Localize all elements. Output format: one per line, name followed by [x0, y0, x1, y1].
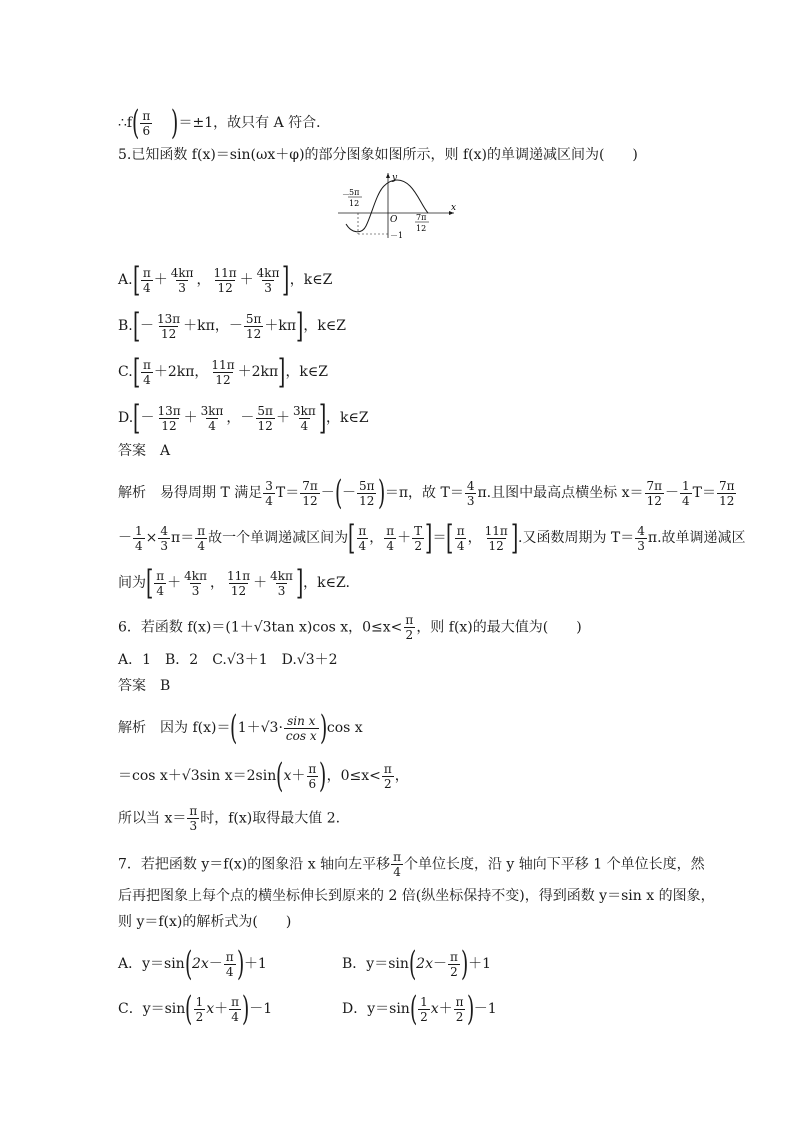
fraction [229, 995, 241, 1024]
num: 4 [466, 478, 475, 493]
op: ＋2kπ [153, 364, 195, 380]
op: ＋kπ [183, 318, 215, 334]
fraction [306, 762, 318, 791]
fraction [357, 479, 377, 508]
fraction [268, 569, 295, 598]
prev-conclusion [118, 103, 331, 143]
den: 12 [215, 372, 231, 387]
op: ＋ [275, 410, 290, 426]
text: ∴f [118, 115, 133, 131]
solution-5-line1 [118, 473, 738, 513]
num: π [197, 523, 206, 538]
num: 1 [195, 994, 204, 1009]
den: 2 [195, 1009, 204, 1024]
question-6 [118, 613, 582, 642]
bracket: ) [460, 944, 469, 984]
den: 6 [308, 776, 317, 791]
fraction [454, 995, 466, 1024]
den: 2 [405, 628, 414, 642]
text: 时，f(x)取得最大值 2. [200, 810, 341, 827]
text: 解析 因为 f(x)＝ [118, 720, 231, 736]
bracket: [ [132, 352, 140, 392]
fraction [212, 266, 239, 295]
fraction [158, 524, 170, 553]
fraction [187, 804, 199, 833]
left-num: 5π [349, 188, 360, 197]
text: T＝ [275, 485, 300, 501]
bracket: ] [282, 260, 290, 300]
bracket: ( [276, 756, 284, 796]
bracket: ] [296, 306, 304, 346]
text: 间为 [118, 575, 146, 591]
den: 3 [277, 583, 286, 598]
fraction [255, 266, 282, 295]
num: 4kπ [170, 265, 194, 280]
text: ＝π，故 T＝ [384, 485, 464, 501]
text: 7．若把函数 y＝f(x)的图象沿 x 轴向左平移 [118, 856, 391, 873]
op: －1 [473, 1001, 497, 1017]
num: 1 [135, 523, 143, 538]
den: 4 [208, 418, 216, 433]
num: π [455, 994, 464, 1009]
num: π [308, 761, 317, 776]
question-7-option-C [118, 989, 273, 1029]
text: ，则 f(x)的最大值为( ) [416, 619, 582, 636]
fraction [255, 404, 275, 433]
option-C [118, 352, 329, 392]
y-arrow [386, 173, 390, 178]
bracket: [ [132, 306, 141, 346]
bracket: ] [510, 518, 519, 558]
text: π.且图中最高点横坐标 x＝ [477, 485, 644, 501]
text: .又函数周期为 T＝ [518, 530, 635, 546]
den: 6 [142, 123, 151, 138]
den: 3 [466, 493, 475, 508]
den: 4 [156, 583, 165, 598]
bracket: ( [230, 708, 238, 748]
num: 11π [226, 568, 251, 583]
num: 7π [646, 478, 662, 493]
bracket: ) [236, 944, 244, 984]
op: ＋ [291, 768, 306, 784]
bracket: ) [242, 989, 250, 1029]
op: ， [369, 530, 384, 546]
fraction [194, 995, 206, 1024]
fraction [717, 479, 737, 508]
fraction [140, 109, 152, 138]
op: ， [214, 318, 229, 334]
num: 11π [211, 357, 235, 372]
fraction [300, 479, 320, 508]
question-7-line3: 则 y＝f(x)的解析式为( ) [118, 914, 292, 930]
text: C．y＝sin [118, 1001, 186, 1017]
op: － [118, 530, 132, 546]
y-label: y [392, 173, 398, 183]
fraction [448, 950, 460, 979]
tail: ，k∈Z [303, 318, 346, 334]
op: ＋1 [468, 956, 492, 972]
text: π.故单调递减区 [647, 530, 746, 546]
num: 5π [245, 311, 262, 326]
den: 12 [160, 326, 177, 341]
text: ，0≤x< [326, 768, 381, 784]
op: ， [209, 575, 224, 591]
num: 5π [257, 403, 273, 418]
num: π [456, 523, 465, 538]
op: － [140, 318, 155, 334]
fraction [199, 404, 226, 433]
fraction [403, 613, 415, 642]
den: 12 [257, 418, 273, 433]
den: 2 [420, 1009, 428, 1024]
fraction [635, 524, 647, 553]
fraction [644, 479, 664, 508]
den: 12 [646, 493, 662, 508]
fraction [465, 479, 477, 508]
op: ＝ [432, 530, 447, 546]
op: － [208, 956, 223, 972]
den: 2 [455, 1009, 464, 1024]
fraction [154, 569, 166, 598]
var: 2x [416, 956, 433, 972]
bracket: ( [132, 103, 140, 143]
num: 7π [718, 478, 735, 493]
op: ， [394, 768, 409, 784]
label: A. [118, 272, 133, 288]
bracket: ) [377, 473, 385, 513]
den: 4 [197, 538, 205, 553]
bracket: [ [132, 260, 140, 300]
den: 3 [191, 583, 200, 598]
bracket: ) [319, 756, 327, 796]
question-7-option-D [342, 989, 497, 1029]
text: 6．若函数 f(x)＝(1＋√3tan x)cos x，0≤x< [118, 619, 403, 636]
fraction [141, 358, 153, 387]
bracket: ) [319, 708, 327, 748]
fraction [412, 524, 424, 553]
fraction [455, 524, 467, 553]
den: 4 [265, 493, 273, 508]
var: 2x [191, 956, 209, 972]
tail: ，k∈Z [285, 364, 329, 380]
num: π [189, 804, 198, 818]
option-B [118, 306, 346, 346]
num: π [449, 949, 458, 964]
solution-5-line3 [118, 563, 350, 603]
den: 12 [488, 538, 504, 553]
text: 个单位长度，沿 y 轴向下平移 1 个单位长度，然 [403, 856, 705, 873]
num: 7π [302, 478, 318, 493]
bracket: ( [409, 989, 418, 1029]
den: 3 [264, 280, 272, 295]
den: 2 [450, 964, 458, 979]
text: ＝±1，故只有 A 符合． [178, 115, 331, 131]
fraction [418, 995, 430, 1024]
den: 3 [160, 538, 169, 553]
num: 3kπ [292, 403, 316, 418]
fraction [169, 266, 196, 295]
num: π [393, 850, 401, 864]
num: 13π [157, 311, 181, 326]
den: 2 [414, 538, 422, 553]
den: 4 [682, 493, 690, 508]
fraction [680, 479, 692, 508]
op: － [432, 956, 447, 972]
option-A [118, 260, 333, 300]
label: D. [118, 410, 134, 426]
bracket: ) [171, 103, 179, 143]
var: x [283, 768, 292, 784]
op: ， [194, 364, 209, 380]
bracket: ( [184, 944, 192, 984]
fraction [291, 404, 318, 433]
text: 解析 易得周期 T 满足 [118, 485, 263, 501]
den: 4 [142, 280, 151, 295]
text: 故一个单调递减区间为 [208, 530, 349, 546]
op: － [240, 410, 255, 426]
num: 11π [213, 265, 237, 280]
num: π [358, 523, 367, 538]
text: 所以当 x＝ [118, 810, 187, 827]
op: ＋ [253, 575, 268, 591]
num: 4kπ [184, 568, 207, 583]
den: 12 [359, 493, 375, 508]
num: π [225, 949, 234, 964]
num: π [156, 568, 165, 583]
right-num: 7π [416, 213, 427, 222]
bracket: [ [145, 563, 154, 603]
right-den: 12 [416, 224, 427, 233]
op: － [140, 410, 155, 426]
label: B. [118, 318, 133, 334]
op: － [342, 485, 357, 501]
left-den: 12 [349, 199, 360, 208]
text: B．y＝sin [342, 956, 409, 972]
num: T [414, 523, 423, 538]
question-7-option-A [118, 944, 267, 984]
op: －1 [249, 1001, 273, 1017]
text: π＝ [171, 530, 195, 546]
op: ， [226, 410, 241, 426]
den: cos x [285, 728, 317, 743]
op: － [320, 485, 335, 501]
num: 5π [359, 478, 375, 493]
solution-5-line2 [118, 518, 746, 558]
fraction [263, 479, 275, 508]
text: ，k∈Z. [303, 575, 350, 591]
fraction [356, 524, 368, 553]
num: 1 [682, 478, 690, 493]
text: A．y＝sin [118, 956, 185, 972]
op: ＋ [214, 1001, 229, 1017]
op: ， [196, 272, 211, 288]
x-label: x [451, 203, 457, 213]
den: 12 [230, 583, 247, 598]
den: 12 [302, 493, 318, 508]
question-5: 5.已知函数 f(x)＝sin(ωx＋φ)的部分图象如图所示，则 f(x)的单调递减区间为( ) [118, 147, 638, 163]
num: π [386, 523, 395, 538]
op: － [665, 485, 679, 501]
fraction [155, 312, 182, 341]
den: 4 [143, 372, 151, 387]
fraction [483, 524, 510, 553]
num: π [383, 761, 392, 776]
den: 4 [386, 538, 395, 553]
num: 13π [157, 403, 181, 418]
op: × [145, 530, 158, 546]
bracket: ] [425, 518, 433, 558]
op: ＋ [239, 272, 254, 288]
bracket: ] [278, 352, 286, 392]
fraction [382, 762, 394, 791]
left-sign: － [342, 190, 350, 199]
den: 3 [637, 538, 645, 553]
fraction [244, 312, 264, 341]
bracket: ( [185, 989, 193, 1029]
bracket: [ [446, 518, 454, 558]
label: C. [118, 364, 133, 380]
op: ＋2kπ [237, 364, 279, 380]
num: π [231, 994, 240, 1009]
op: ， [467, 530, 482, 546]
var: x [206, 1001, 215, 1017]
min-label: －1 [390, 231, 404, 240]
question-7-line2: 后再把图象上每个点的横坐标伸长到原来的 2 倍(纵坐标保持不变)，得到函数 y＝sin x 的图象， [118, 888, 715, 904]
num: π [405, 613, 414, 627]
den: 4 [135, 538, 143, 553]
den: 12 [245, 326, 262, 341]
solution-6-line2 [118, 756, 409, 796]
question-6-options: A．1 B．2 C.√3＋1 D.√3＋2 [118, 652, 338, 668]
num: sin x [287, 713, 316, 728]
fraction [133, 524, 145, 553]
origin-label: O [390, 215, 398, 225]
bracket: ( [334, 473, 343, 513]
den: 4 [393, 865, 401, 879]
text: T＝ [692, 485, 716, 501]
bracket: ] [318, 398, 327, 438]
den: 4 [358, 538, 367, 553]
den: 4 [231, 1009, 239, 1024]
answer-6: 答案 B [118, 678, 171, 694]
num: 1 [420, 994, 428, 1009]
tail: ，k∈Z [289, 272, 333, 288]
op: ＋ [167, 575, 182, 591]
answer-5: 答案 A [118, 443, 171, 459]
den: 3 [178, 280, 186, 295]
op: ＋ [397, 530, 412, 546]
op: － [228, 318, 243, 334]
question-7-line1 [118, 850, 705, 879]
den: 12 [719, 493, 735, 508]
fraction [284, 714, 319, 743]
sine-graph [336, 170, 460, 240]
fraction [384, 524, 396, 553]
fraction [225, 569, 252, 598]
fraction [391, 850, 403, 879]
num: 11π [484, 523, 508, 538]
text: cos x [326, 720, 363, 736]
question-7-option-B [342, 944, 492, 984]
fraction [141, 266, 153, 295]
den: 2 [383, 776, 392, 791]
num: π [142, 108, 151, 123]
num: π [142, 357, 151, 372]
bracket: ( [408, 944, 417, 984]
bracket: [ [348, 518, 356, 558]
text: D．y＝sin [342, 1001, 410, 1017]
text: ＝cos x＋√3sin x＝2sin [118, 768, 277, 784]
bracket: ) [466, 989, 474, 1029]
num: 4 [160, 523, 169, 538]
num: 4kπ [270, 568, 293, 583]
op: ＋1 [243, 956, 267, 972]
num: 3kπ [200, 403, 224, 418]
fraction [209, 358, 236, 387]
op: ＋ [153, 272, 168, 288]
bracket: [ [133, 398, 141, 438]
num: 4 [637, 523, 645, 538]
option-D [118, 398, 369, 438]
solution-6-line1 [118, 708, 363, 748]
fraction [182, 569, 209, 598]
op: ＋ [438, 1001, 453, 1017]
den: 12 [217, 280, 233, 295]
op: ＋kπ [264, 318, 297, 334]
den: 4 [225, 964, 234, 979]
num: 4kπ [256, 265, 280, 280]
op: ＋ [183, 410, 198, 426]
den: 12 [161, 418, 177, 433]
bracket: ] [295, 563, 304, 603]
solution-6-line3 [118, 804, 340, 833]
num: 3 [265, 478, 273, 493]
tail: ，k∈Z [326, 410, 369, 426]
fraction [155, 404, 182, 433]
den: 3 [189, 819, 198, 833]
var: x [430, 1001, 439, 1017]
den: 4 [300, 418, 309, 433]
fraction [224, 950, 236, 979]
fraction [195, 524, 207, 553]
op: 1＋√3· [237, 720, 283, 736]
den: 4 [456, 538, 465, 553]
num: π [142, 265, 151, 280]
